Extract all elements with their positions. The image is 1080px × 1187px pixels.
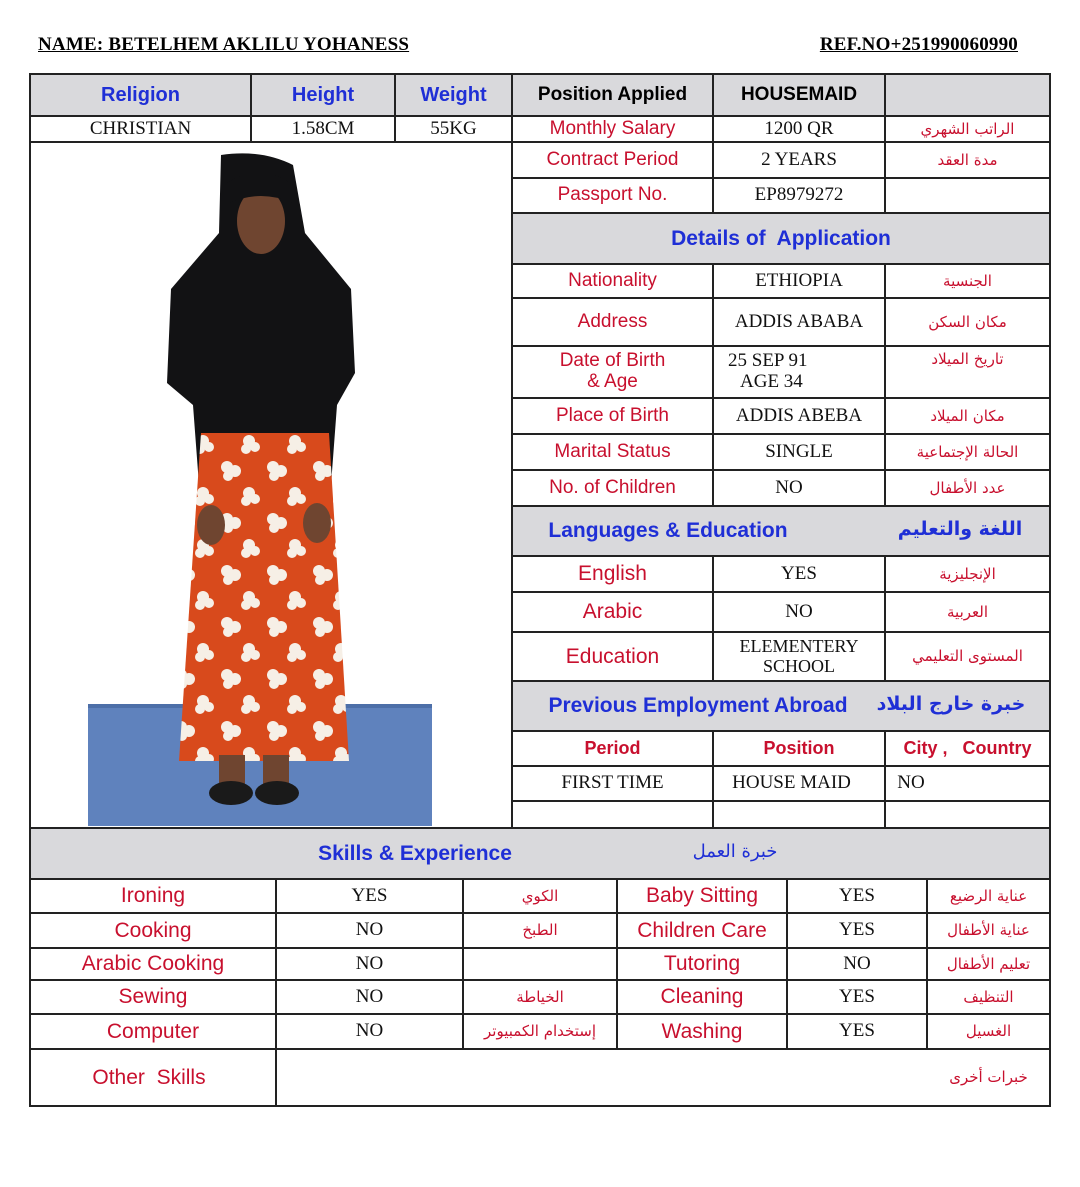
employment-section-title-arabic: خبرة خارج البلاد — [876, 692, 1026, 715]
skill-cooking-value: NO — [355, 919, 384, 941]
dob-date: 25 SEP 91 — [728, 350, 808, 372]
skill-arabic-cooking-label: Arabic Cooking — [81, 952, 225, 976]
skill-baby-sitting-label: Baby Sitting — [645, 884, 759, 908]
contract-period-value: 2 YEARS — [761, 148, 837, 170]
education-label: Education — [565, 644, 660, 668]
contract-period-arabic: مدة العقد — [937, 150, 998, 169]
marital-status-arabic: الحالة الإجتماعية — [916, 442, 1019, 461]
education-value — [714, 633, 884, 680]
skill-arabic-cooking-value: NO — [355, 952, 384, 974]
skill-computer-arabic: إستخدام الكمبيوتر — [484, 1022, 596, 1041]
skill-tutoring-value: NO — [843, 952, 871, 974]
contract-period-label: Contract Period — [546, 148, 679, 170]
position-applied-label: Position Applied — [537, 83, 688, 105]
religion-value: CHRISTIAN — [89, 117, 192, 139]
skill-cooking-label: Cooking — [114, 918, 192, 942]
marital-status-label: Marital Status — [554, 440, 671, 462]
skill-washing-arabic: الغسيل — [965, 1022, 1012, 1041]
place-of-birth-arabic: مكان الميلاد — [930, 406, 1005, 425]
skill-washing-label: Washing — [661, 1019, 743, 1043]
skill-ironing-value: YES — [351, 884, 388, 906]
skill-sewing-label: Sewing — [118, 985, 188, 1009]
education-arabic: المستوى التعليمي — [912, 647, 1023, 666]
skill-baby-sitting-arabic: عناية الرضيع — [949, 886, 1028, 905]
dob-label-line1: Date of Birth — [559, 350, 666, 372]
skill-sewing-value: NO — [355, 985, 384, 1007]
passport-label: Passport No. — [557, 184, 668, 206]
skill-ironing-arabic: الكوي — [521, 886, 559, 905]
skill-children-care-value: YES — [839, 919, 875, 941]
languages-section-title-arabic: اللغة والتعليم — [897, 517, 1023, 540]
employment-section-title: Previous Employment Abroad — [548, 694, 848, 718]
skills-section-title: Skills & Experience — [318, 842, 512, 866]
skill-cleaning-arabic: التنظيف — [963, 987, 1014, 1006]
english-arabic: الإنجليزية — [939, 564, 996, 583]
skill-baby-sitting-value: YES — [839, 884, 875, 906]
arabic-arabic: العربية — [947, 602, 988, 621]
children-label: No. of Children — [549, 476, 676, 498]
employment-period-value: FIRST TIME — [561, 772, 664, 794]
skill-cleaning-value: YES — [839, 985, 875, 1007]
skill-children-care-label: Children Care — [637, 918, 767, 942]
education-value-line1: ELEMENTERY — [739, 635, 859, 656]
children-value: NO — [775, 476, 803, 498]
employment-city-header: City , Country — [903, 737, 1032, 758]
height-header: Height — [291, 84, 355, 106]
skill-cooking-arabic: الطبخ — [522, 921, 558, 940]
address-arabic: مكان السكن — [928, 312, 1007, 331]
children-arabic: عدد الأطفال — [929, 478, 1006, 497]
skill-cleaning-label: Cleaning — [660, 985, 744, 1009]
skill-children-care-arabic: عناية الأطفال — [947, 921, 1030, 940]
skills-section-title-arabic: خبرة العمل — [692, 841, 778, 863]
monthly-salary-value: 1200 QR — [764, 117, 834, 139]
address-label: Address — [577, 310, 648, 332]
employment-position-header: Position — [763, 737, 835, 758]
skill-computer-value: NO — [355, 1020, 384, 1042]
place-of-birth-value: ADDIS ABEBA — [735, 404, 863, 426]
arabic-label: Arabic — [582, 600, 643, 624]
employment-period-header: Period — [584, 737, 641, 758]
nationality-value: ETHIOPIA — [755, 269, 843, 291]
candidate-photo — [31, 143, 511, 826]
english-label: English — [578, 562, 647, 586]
height-value: 1.58CM — [291, 117, 355, 139]
marital-status-value: SINGLE — [765, 440, 833, 462]
candidate-name: NAME: BETELHEM AKLILU YOHANESS — [38, 34, 410, 55]
arabic-value: NO — [785, 600, 813, 622]
education-value-line2: SCHOOL — [762, 655, 835, 676]
monthly-salary-label: Monthly Salary — [549, 117, 676, 139]
other-skills-arabic: خبرات أخرى — [949, 1068, 1028, 1087]
details-section-title: Details of Application — [671, 226, 891, 250]
skill-ironing-label: Ironing — [120, 884, 186, 908]
skill-washing-value: YES — [839, 1020, 875, 1042]
position-applied-value: HOUSEMAID — [740, 83, 858, 105]
dob-label — [513, 347, 712, 397]
dob-value — [714, 347, 884, 397]
weight-value: 55KG — [430, 117, 477, 139]
skill-tutoring-label: Tutoring — [663, 952, 741, 976]
passport-value: EP8979272 — [754, 184, 844, 206]
languages-section-title: Languages & Education — [548, 519, 788, 543]
dob-age: AGE 34 — [740, 371, 803, 392]
employment-city-value: NO — [897, 772, 925, 794]
nationality-label: Nationality — [568, 269, 657, 291]
skill-computer-label: Computer — [106, 1019, 200, 1043]
skill-sewing-arabic: الخياطة — [516, 987, 564, 1006]
religion-header: Religion — [101, 84, 180, 106]
dob-arabic: تاريخ الميلاد — [931, 349, 1004, 368]
skill-tutoring-arabic: تعليم الأطفال — [946, 954, 1031, 973]
english-value: YES — [781, 562, 817, 584]
nationality-arabic: الجنسية — [943, 271, 992, 290]
reference-number: REF.NO+251990060990 — [819, 34, 1018, 55]
other-skills-label: Other Skills — [92, 1065, 206, 1089]
employment-position-value: HOUSE MAID — [732, 772, 851, 794]
address-value: ADDIS ABABA — [734, 310, 864, 332]
monthly-salary-arabic: الراتب الشهري — [920, 119, 1015, 138]
place-of-birth-label: Place of Birth — [556, 404, 669, 426]
weight-header: Weight — [420, 84, 487, 106]
dob-label-line2: & Age — [587, 371, 638, 392]
